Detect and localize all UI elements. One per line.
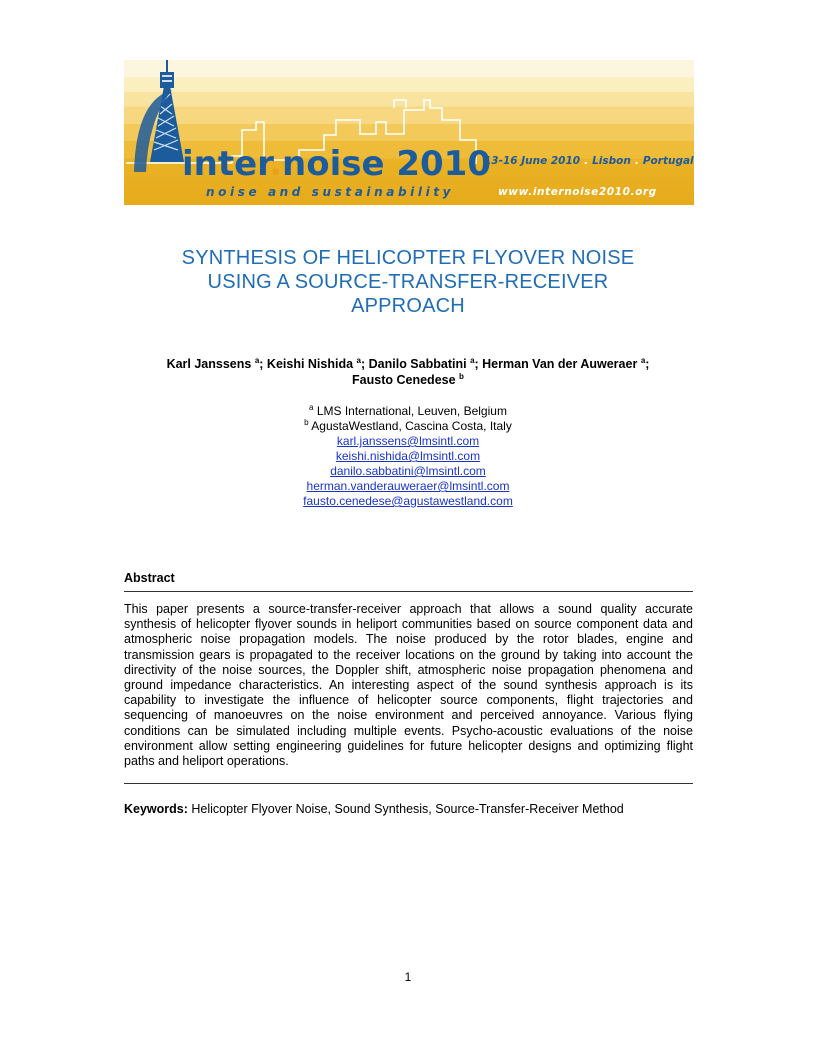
keywords bbox=[124, 802, 624, 816]
conference-website: www.internoise2010.org bbox=[498, 186, 657, 198]
author: Karl Janssens $^a$; bbox=[166, 355, 267, 371]
paper-title bbox=[130, 246, 686, 318]
author: Fausto Cenedese $^b$ bbox=[352, 371, 464, 387]
conference-banner bbox=[124, 60, 694, 205]
abstract-bottom-rule bbox=[124, 783, 693, 784]
email-link[interactable]: fausto.cenedese@agustawestland.com bbox=[303, 494, 513, 508]
title-line-3: APPROACH bbox=[351, 295, 465, 317]
author: Keishi Nishida $^a$; bbox=[266, 355, 369, 371]
author-list bbox=[110, 356, 706, 388]
email-link[interactable]: karl.janssens@lmsintl.com bbox=[336, 434, 480, 448]
title-line-1: SYNTHESIS OF HELICOPTER FLYOVER NOISE bbox=[181, 247, 635, 269]
page-number: 1 bbox=[404, 970, 412, 984]
keywords-text: Helicopter Flyover Noise, Sound Synthesis, Source-Transfer-Receiver Method bbox=[187, 802, 624, 816]
author: Herman Van der Auweraer $^a$; bbox=[482, 355, 650, 371]
author: Danilo Sabbatini $^a$; bbox=[368, 355, 483, 371]
affiliations bbox=[180, 404, 636, 509]
email-link[interactable]: herman.vanderauweraer@lmsintl.com bbox=[306, 479, 510, 493]
keywords-label: Keywords: bbox=[124, 802, 188, 816]
abstract-body: This paper presents a source-transfer-receiver approach that allows a sound quality accurate synthesis of helicopter flyover sounds in heliport communities based on source component data and atmospheric noise propagation models. The noise produced by the rotor blades, engine and transmission gears is propagated to the receiver locations on the ground by taking into account the directivity of the noise sources, the Doppler shift, atmospheric noise propagation phenomena and ground impedance characteristics. An interesting aspect of the sound synthesis approach is its capability to investigate the influence of helicopter source components, flight trajectories and sequencing of manoeuvres on the noise environment and perceived annoyance. Various flying conditions can be simulated including multiple events. Psycho-acoustic evaluations of the noise environment allow setting engineering guidelines for future helicopter designs and optimizing flight paths and heliport operations. bbox=[124, 602, 693, 769]
title-line-2: USING A SOURCE-TRANSFER-RECEIVER bbox=[207, 271, 609, 293]
abstract-heading: Abstract bbox=[124, 571, 175, 585]
email-link[interactable]: danilo.sabbatini@lmsintl.com bbox=[330, 464, 486, 478]
affiliation: $^b$ AgustaWestland, Cascina Costa, Italy bbox=[304, 418, 512, 433]
internoise-logo: inter.noise 2010 bbox=[182, 144, 491, 184]
conference-tagline: noise and sustainability bbox=[206, 185, 455, 199]
email-link[interactable]: keishi.nishida@lmsintl.com bbox=[335, 449, 481, 463]
conference-dates: 13-16 June 2010 . Lisbon . Portugal bbox=[484, 155, 694, 167]
tower-icon bbox=[134, 60, 184, 172]
affiliation: $^a$ LMS International, Leuven, Belgium bbox=[309, 403, 507, 418]
abstract-top-rule bbox=[124, 591, 693, 592]
